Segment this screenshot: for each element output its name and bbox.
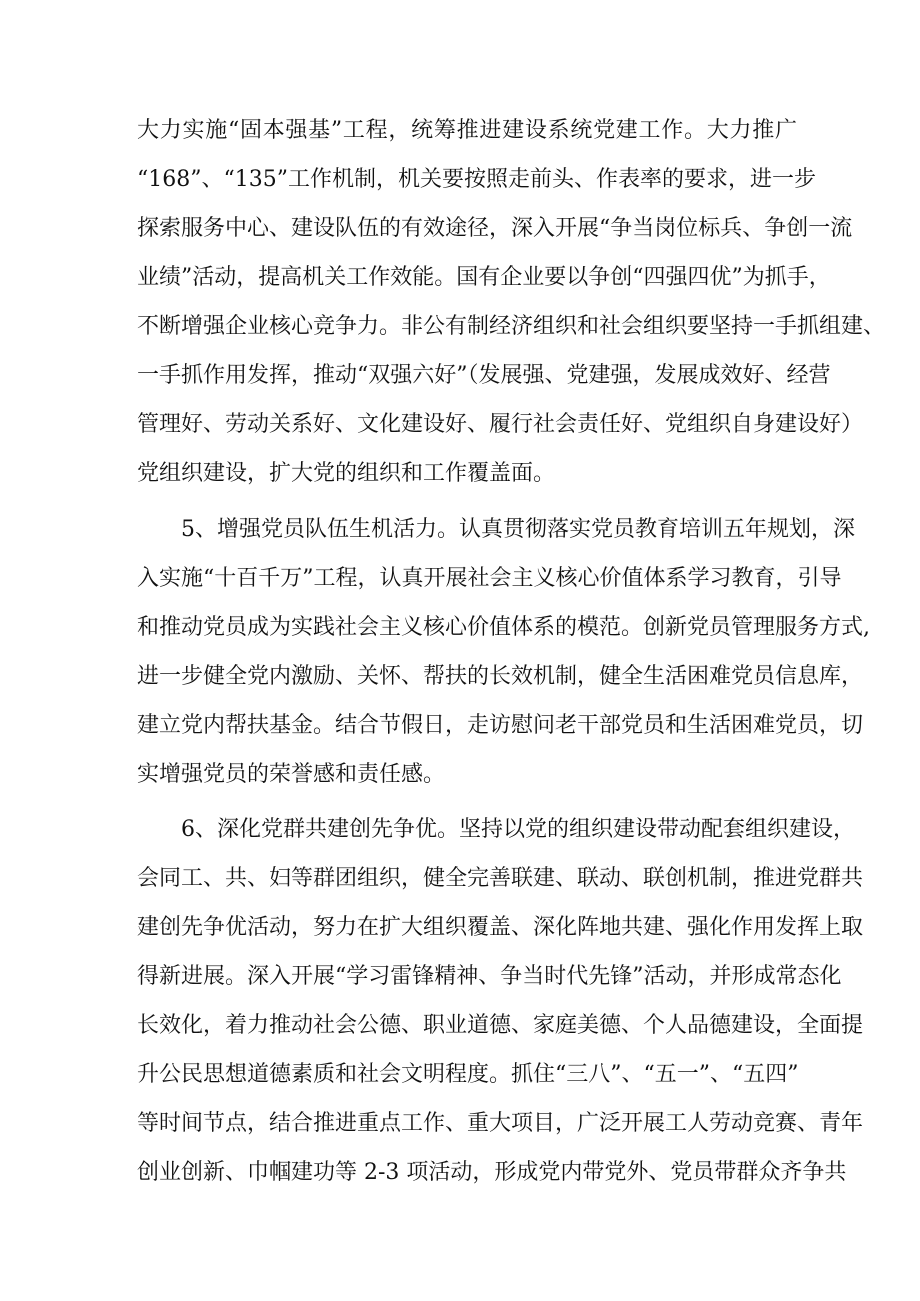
text-line: 不断增强企业核心竞争力。非公有制经济组织和社会组织要坚持一手抓组建、 xyxy=(137,314,886,339)
text-line: “168”、“135”工作机制，机关要按照走前头、作表率的要求，进一步 xyxy=(137,167,816,192)
text-line: 进一步健全党内激励、关怀、帮扶的长效机制，健全生活困难党员信息库， xyxy=(137,664,864,689)
text-line: 党组织建设，扩大党的组织和工作覆盖面。 xyxy=(137,461,556,486)
text-line: 实增强党员的荣誉感和责任感。 xyxy=(137,762,446,787)
text-line: 等时间节点，结合推进重点工作、重大项目，广泛开展工人劳动竞赛、青年 xyxy=(137,1111,864,1136)
text-line: 和推动党员成为实践社会主义核心价值体系的模范。创新党员管理服务方式, xyxy=(137,615,870,640)
text-line: 建立党内帮扶基金。结合节假日，走访慰问老干部党员和生活困难党员，切 xyxy=(137,713,864,738)
text-line: 6、深化党群共建创先争优。坚持以党的组织建设带动配套组织建设， xyxy=(181,817,855,842)
text-line: 升公民思想道德素质和社会文明程度。抓住“三八”、“五一”、“五四” xyxy=(137,1062,799,1087)
text-line: 会同工、共、妇等群团组织，健全完善联建、联动、联创机制，推进党群共 xyxy=(137,866,864,891)
text-line: 得新进展。深入开展“学习雷锋精神、争当时代先锋”活动，并形成常态化 xyxy=(137,964,842,989)
text-line: 建创先争优活动，努力在扩大组织覆盖、深化阵地共建、强化作用发挥上取 xyxy=(137,915,864,940)
text-line: 创业创新、巾帼建功等 2-3 项活动，形成党内带党外、党员带群众齐争共 xyxy=(137,1160,847,1185)
text-line: 入实施“十百千万”工程，认真开展社会主义核心价值体系学习教育，引导 xyxy=(137,566,842,591)
text-line: 探索服务中心、建设队伍的有效途径，深入开展“争当岗位标兵、争创一流 xyxy=(137,216,853,241)
text-line: 一手抓作用发挥，推动“双强六好”（发展强、党建强，发展成效好、经营 xyxy=(137,363,831,388)
text-line: 5、增强党员队伍生机活力。认真贯彻落实党员教育培训五年规划，深 xyxy=(181,517,855,542)
text-line: 业绩”活动，提高机关工作效能。国有企业要以争创“四强四优”为抓手， xyxy=(137,265,831,290)
text-line: 长效化，着力推动社会公德、职业道德、家庭美德、个人品德建设，全面提 xyxy=(137,1013,864,1038)
text-line: 管理好、劳动关系好、文化建设好、履行社会责任好、党组织自身建设好） xyxy=(137,412,864,437)
text-line: 大力实施“固本强基”工程，统筹推进建设系统党建工作。大力推广 xyxy=(137,118,797,143)
